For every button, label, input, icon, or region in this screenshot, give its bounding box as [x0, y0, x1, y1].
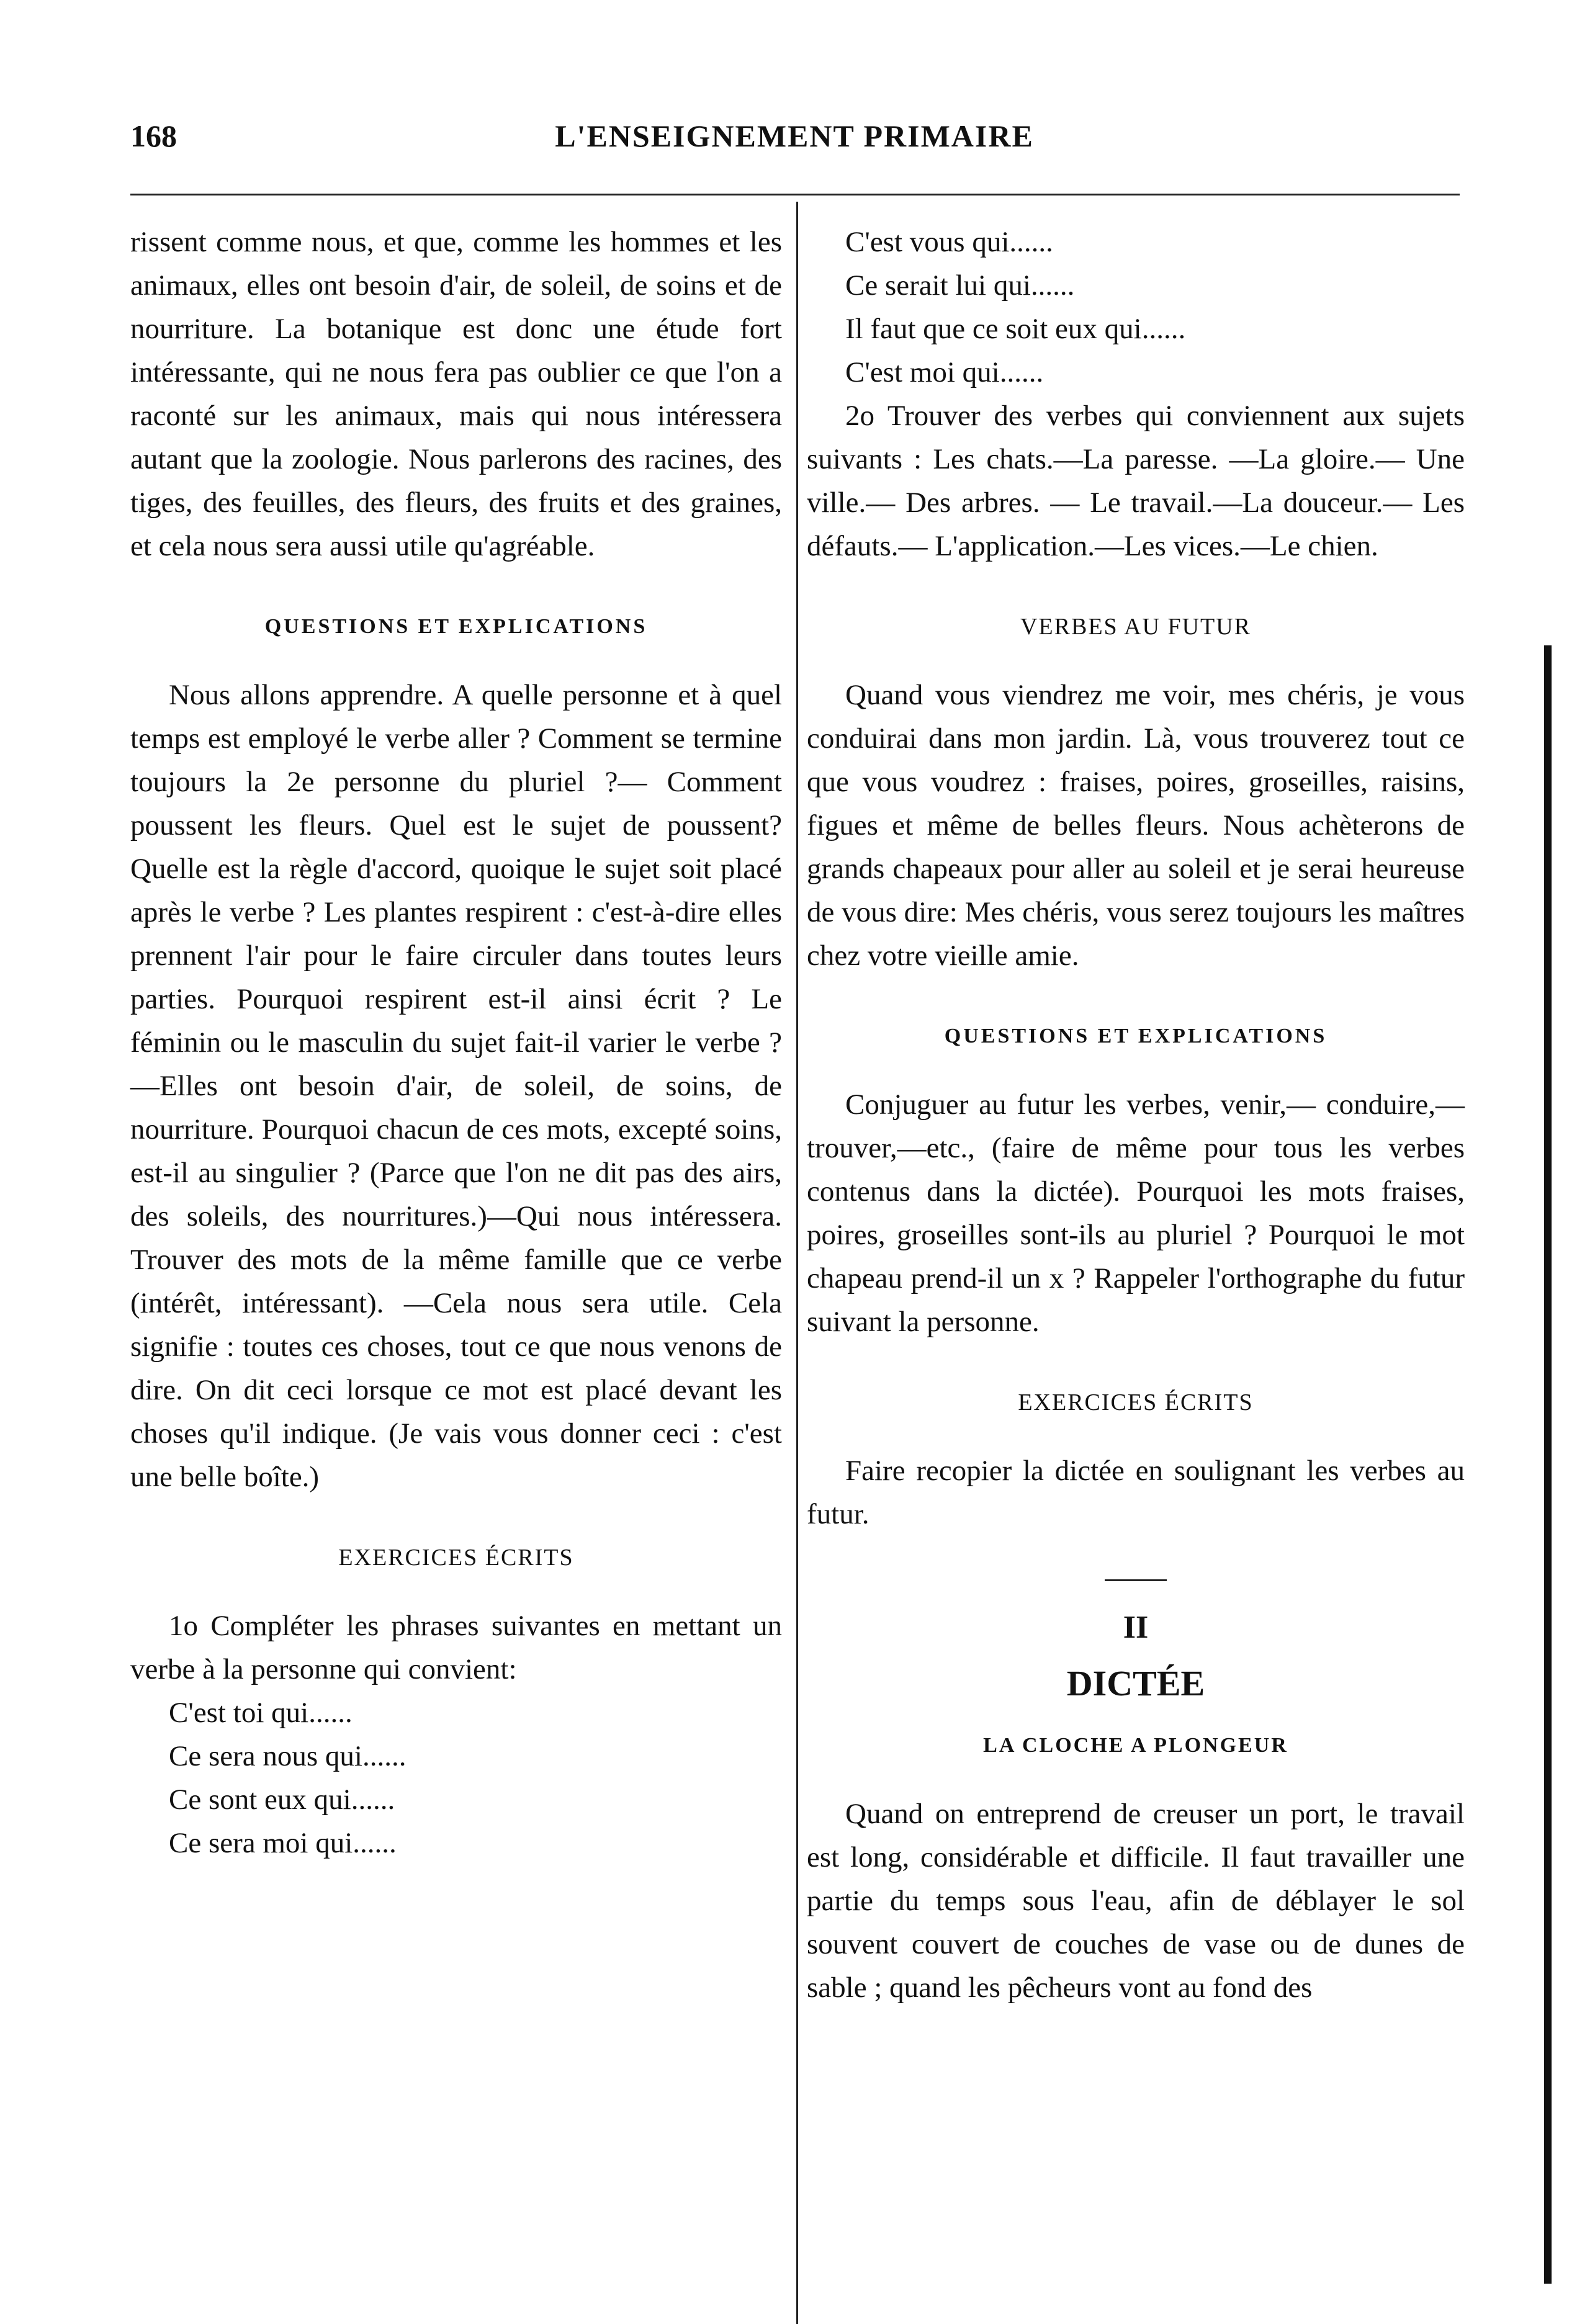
exercise-line: Ce sera moi qui...... [169, 1827, 397, 1859]
page-edge-shadow [1544, 645, 1552, 2284]
running-title: L'ENSEIGNEMENT PRIMAIRE [555, 119, 1034, 153]
section-divider [1105, 1579, 1167, 1581]
right-paragraph-cloche: Quand on entreprend de creuser un port, le travail est long, considérable et difficile. Il faut travailler une partie du temps sous l'eau, afin de déblayer le sol souvent couvert de couches de vase ou de dunes de sable ; quand les pêcheurs vont au fond des [807, 1798, 1465, 2004]
left-paragraph-questions: Nous allons apprendre. A quelle personne et à quel temps est employé le verbe aller ? Comment se termine toujours la 2e personne du pluriel ?— Comment poussent les fleurs. Quel est le sujet de poussent? Quelle est la règle d'accord, quoique le sujet soit placé après le verbe ? Les plantes respirent : c'est-à-dire elles prennent l'air pour le faire circuler dans toutes leurs parties. Pourquoi respirent est-il ainsi écrit ? Le féminin ou le masculin du sujet fait-il varier le verbe ?—Elles ont besoin d'air, de soleil, de soins, de nourriture. Pourquoi chacun de ces mots, excepté soins, est-il au singulier ? (Parce que l'on ne dit pas des airs, des soleils, des nourritures.)—Qui nous intéressera. Trouver des mots de la même famille que ce verbe (intérêt, intéressant). —Cela nous sera utile. Cela signifie : toutes ces choses, tout ce que nous venons de dire. On dit ceci lorsque ce mot est placé devant les choses qu'il indique. (Je vais vous donner ceci : c'est une belle boîte.) [130, 679, 782, 1493]
left-paragraph-botanique: rissent comme nous, et que, comme les hommes et les animaux, elles ont besoin d'air, de soleil, de soins et de nourriture. La botanique est donc une étude fort intéressante, qui ne nous fera pas oublier ce que l'on a raconté sur les animaux, mais qui nous intéressera autant que la zoologie. Nous parlerons des racines, des tiges, des feuilles, des fleurs, des fruits et des graines, et cela nous sera aussi utile qu'agréable. [130, 226, 782, 562]
right-heading-questions: QUESTIONS ET EXPLICATIONS [944, 1025, 1328, 1048]
right-paragraph-exercice-2: 2o Trouver des verbes qui conviennent aux sujets suivants : Les chats.—La paresse. —La gloire.— Une ville.— Des arbres. — Le travail.—La douceur.— Les défauts.— L'application.—Les vices.—Le chien. [807, 400, 1465, 562]
left-column [130, 220, 782, 1865]
right-paragraph-exercices: Faire recopier la dictée en soulignant les verbes au futur. [807, 1455, 1465, 1530]
page-header [130, 118, 1458, 168]
exercise-line: Ce sera nous qui...... [169, 1740, 407, 1772]
exercise-line: Il faut que ce soit eux qui...... [845, 313, 1186, 345]
right-heading-futur: VERBES AU FUTUR [1020, 614, 1252, 640]
right-paragraph-dictee-futur: Quand vous viendrez me voir, mes chéris, je vous conduirai dans mon jardin. Là, vous trouverez tout ce que vous voudrez : fraises, poires, groseilles, raisins, figues et même de belles fleurs. Nous achèterons de grands chapeaux pour aller au soleil et je serai heureuse de vous dire: Mes chéris, vous serez toujours les maîtres chez votre vieille amie. [807, 679, 1465, 972]
column-divider [796, 202, 798, 2324]
exercise-line: C'est toi qui...... [169, 1697, 353, 1729]
exercise-line: C'est vous qui...... [845, 226, 1053, 258]
right-column [807, 220, 1465, 2009]
header-rule [130, 194, 1460, 195]
section-title: DICTÉE [1066, 1663, 1205, 1703]
exercise-line: C'est moi qui...... [845, 356, 1044, 388]
left-heading-exercices: EXERCICES ÉCRITS [338, 1545, 574, 1571]
exercise-line: Ce serait lui qui...... [845, 269, 1075, 302]
right-paragraph-questions: Conjuguer au futur les verbes, venir,— conduire,—trouver,—etc., (faire de même pour tous les verbes contenus dans la dictée). Pourquoi les mots fraises, poires, groseilles sont-ils au pluriel ? Pourquoi le mot chapeau prend-il un x ? Rappeler l'orthographe du futur suivant la personne. [807, 1088, 1465, 1338]
exercise-line: Ce sont eux qui...... [169, 1783, 395, 1816]
section-number: II [1123, 1610, 1149, 1645]
right-heading-exercices: EXERCICES ÉCRITS [1018, 1389, 1254, 1415]
section-subtitle: LA CLOCHE A PLONGEUR [983, 1734, 1288, 1757]
page-number: 168 [130, 119, 177, 153]
left-heading-questions: QUESTIONS ET EXPLICATIONS [264, 615, 648, 638]
left-paragraph-exercice-1: 1o Compléter les phrases suivantes en mettant un verbe à la personne qui convient: [130, 1610, 782, 1685]
